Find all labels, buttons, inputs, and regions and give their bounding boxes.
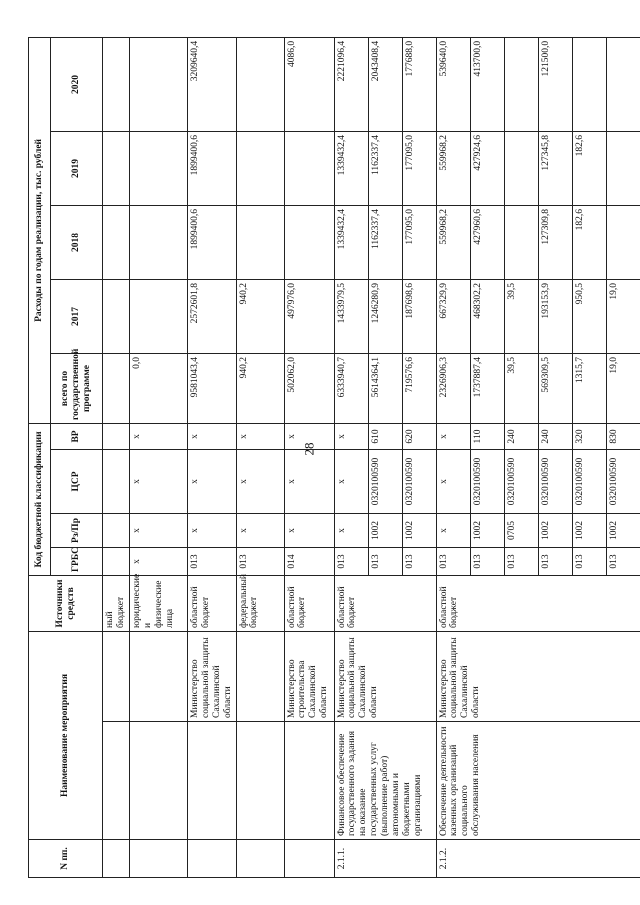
row-responsible: Министерство строительства Сахалинской области <box>284 631 334 721</box>
budget-table-container <box>28 40 619 878</box>
row-2020: 4086,0 <box>284 37 334 131</box>
row-total: 0,0 <box>129 353 187 423</box>
row-2020: 539640,0 <box>436 37 470 131</box>
row-name <box>129 722 187 840</box>
row-rzpr: 0705 <box>504 513 538 547</box>
row-2019 <box>606 131 640 205</box>
row-vr: x <box>284 423 334 449</box>
header-2017: 2017 <box>51 279 103 353</box>
row-vr: 240 <box>538 423 572 449</box>
row-grbs: 013 <box>368 547 402 575</box>
row-csr: 0320100590 <box>572 449 606 513</box>
header-source: Источники средств <box>29 575 103 631</box>
row-rzpr: 1002 <box>572 513 606 547</box>
row-responsible: Министерство социальной защиты Сахалинской области <box>334 631 436 721</box>
row-2018: 127309,8 <box>538 205 572 279</box>
row-responsible: Министерство социальной защиты Сахалинской области <box>187 631 236 721</box>
row-responsible <box>103 631 130 721</box>
row-2019: 427924,6 <box>470 131 504 205</box>
row-num: 2.1.1. <box>334 840 436 878</box>
row-rzpr: 1002 <box>606 513 640 547</box>
row-csr: x <box>436 449 470 513</box>
row-total: 1315,7 <box>572 353 606 423</box>
row-2020 <box>606 37 640 131</box>
row-rzpr: 1002 <box>402 513 436 547</box>
row-grbs: 013 <box>606 547 640 575</box>
table-row <box>236 37 284 877</box>
row-responsible: Министерство социальной защиты Сахалинской области <box>436 631 640 721</box>
row-rzpr: 1002 <box>538 513 572 547</box>
row-total: 502062,0 <box>284 353 334 423</box>
row-csr: 0320100590 <box>402 449 436 513</box>
row-2020 <box>103 37 130 131</box>
row-rzpr: x <box>334 513 368 547</box>
row-name <box>236 722 284 840</box>
row-2017: 497976,0 <box>284 279 334 353</box>
row-rzpr: x <box>129 513 187 547</box>
table-row <box>334 37 368 877</box>
row-2019: 1339432,4 <box>334 131 368 205</box>
row-total: 6333940,7 <box>334 353 368 423</box>
row-csr: x <box>236 449 284 513</box>
row-2020: 2043408,4 <box>368 37 402 131</box>
row-csr: 0320100590 <box>606 449 640 513</box>
budget-table <box>28 37 640 878</box>
row-vr: 620 <box>402 423 436 449</box>
row-csr: x <box>187 449 236 513</box>
row-2017: 187698,6 <box>402 279 436 353</box>
table-row <box>436 37 470 877</box>
row-source: областной бюджет <box>436 575 640 631</box>
row-grbs: 013 <box>187 547 236 575</box>
row-2020 <box>504 37 538 131</box>
row-source: ный бюджет <box>103 575 130 631</box>
row-vr: x <box>129 423 187 449</box>
row-2020: 3209640,4 <box>187 37 236 131</box>
row-2017: 1246280,9 <box>368 279 402 353</box>
row-2017: 940,2 <box>236 279 284 353</box>
header-num: N пп. <box>29 840 103 878</box>
row-vr: 240 <box>504 423 538 449</box>
row-vr: 830 <box>606 423 640 449</box>
row-2017: 950,5 <box>572 279 606 353</box>
row-csr: 0320100590 <box>538 449 572 513</box>
row-grbs: 013 <box>504 547 538 575</box>
row-2018: 1339432,4 <box>334 205 368 279</box>
row-2017: 39,5 <box>504 279 538 353</box>
row-total: 5614364,1 <box>368 353 402 423</box>
row-csr: 0320100590 <box>368 449 402 513</box>
row-csr: x <box>129 449 187 513</box>
row-grbs: 013 <box>538 547 572 575</box>
row-total: 19,0 <box>606 353 640 423</box>
row-vr: 320 <box>572 423 606 449</box>
row-2017: 468302,2 <box>470 279 504 353</box>
row-grbs: 013 <box>402 547 436 575</box>
row-total: 719576,6 <box>402 353 436 423</box>
page-number: 28 <box>301 442 317 456</box>
row-name <box>103 722 130 840</box>
header-rzpr: Рз/Пр <box>51 513 103 547</box>
row-2019: 127345,8 <box>538 131 572 205</box>
row-csr: x <box>334 449 368 513</box>
table-row <box>284 37 334 877</box>
row-2019: 559968,2 <box>436 131 470 205</box>
row-2019 <box>284 131 334 205</box>
row-source: федеральный бюджет <box>236 575 284 631</box>
row-total: 2326906,3 <box>436 353 470 423</box>
row-grbs: 013 <box>236 547 284 575</box>
row-2019: 182,6 <box>572 131 606 205</box>
row-csr: x <box>284 449 334 513</box>
row-2017 <box>129 279 187 353</box>
row-rzpr: x <box>187 513 236 547</box>
row-grbs: 013 <box>572 547 606 575</box>
row-grbs: 013 <box>436 547 470 575</box>
row-rzpr: x <box>436 513 470 547</box>
row-2019 <box>236 131 284 205</box>
row-2018: 427960,6 <box>470 205 504 279</box>
row-vr <box>103 423 130 449</box>
row-grbs: 013 <box>334 547 368 575</box>
table-row <box>103 37 130 877</box>
row-grbs: x <box>129 547 187 575</box>
row-2020: 413700,0 <box>470 37 504 131</box>
row-total: 1737887,4 <box>470 353 504 423</box>
row-2017: 1433979,5 <box>334 279 368 353</box>
row-2018 <box>129 205 187 279</box>
row-2019: 177095,0 <box>402 131 436 205</box>
row-source: юридические и физические лица <box>129 575 187 631</box>
row-total <box>103 353 130 423</box>
row-vr: 610 <box>368 423 402 449</box>
row-num <box>103 840 130 878</box>
row-source: областной бюджет <box>284 575 334 631</box>
row-2019 <box>504 131 538 205</box>
row-num <box>284 840 334 878</box>
row-responsible <box>129 631 187 721</box>
row-csr: 0320100590 <box>470 449 504 513</box>
header-expenses-group: Расходы по годам реализации, тыс. рублей <box>29 37 51 423</box>
row-2017: 667329,9 <box>436 279 470 353</box>
row-2018: 1899400,6 <box>187 205 236 279</box>
row-2019 <box>103 131 130 205</box>
row-2017: 193153,9 <box>538 279 572 353</box>
row-2020: 177688,0 <box>402 37 436 131</box>
row-2018 <box>236 205 284 279</box>
row-num <box>236 840 284 878</box>
row-rzpr: x <box>284 513 334 547</box>
row-csr <box>103 449 130 513</box>
table-row <box>129 37 187 877</box>
header-total: всего по государственной программе <box>51 353 103 423</box>
row-total: 9581043,4 <box>187 353 236 423</box>
row-2019: 1162337,4 <box>368 131 402 205</box>
header-grbs: ГРБС <box>51 547 103 575</box>
row-name <box>284 722 334 840</box>
header-vr: ВР <box>51 423 103 449</box>
row-rzpr <box>103 513 130 547</box>
row-2017 <box>103 279 130 353</box>
row-2018: 1162337,4 <box>368 205 402 279</box>
row-2018 <box>504 205 538 279</box>
row-2020: 121500,0 <box>538 37 572 131</box>
row-2018 <box>103 205 130 279</box>
row-vr: x <box>187 423 236 449</box>
row-vr: 110 <box>470 423 504 449</box>
row-source: областной бюджет <box>334 575 436 631</box>
row-total: 940,2 <box>236 353 284 423</box>
row-grbs: 013 <box>470 547 504 575</box>
row-total: 39,5 <box>504 353 538 423</box>
header-code-group: Код бюджетной классификации <box>29 423 51 575</box>
row-rzpr: 1002 <box>368 513 402 547</box>
row-2020 <box>236 37 284 131</box>
header-2019: 2019 <box>51 131 103 205</box>
row-responsible <box>236 631 284 721</box>
row-2020: 2221096,4 <box>334 37 368 131</box>
row-name <box>187 722 236 840</box>
row-csr: 0320100590 <box>504 449 538 513</box>
header-csr: ЦСР <box>51 449 103 513</box>
row-name: Финансовое обеспечение государственного задания на оказание государственных услуг (выполнение работ) автономными и бюджетными организациями <box>334 722 436 840</box>
row-2020 <box>129 37 187 131</box>
header-name: Наименование мероприятия <box>29 631 103 839</box>
row-rzpr: 1002 <box>470 513 504 547</box>
row-num: 2.1.2. <box>436 840 640 878</box>
row-2019 <box>129 131 187 205</box>
row-grbs <box>103 547 130 575</box>
header-2020: 2020 <box>51 37 103 131</box>
row-2018 <box>606 205 640 279</box>
row-2018: 177095,0 <box>402 205 436 279</box>
row-2020 <box>572 37 606 131</box>
row-grbs: 014 <box>284 547 334 575</box>
row-rzpr: x <box>236 513 284 547</box>
row-vr: x <box>236 423 284 449</box>
row-2018: 182,6 <box>572 205 606 279</box>
row-2017: 19,0 <box>606 279 640 353</box>
row-vr: x <box>436 423 470 449</box>
row-2018: 559968,2 <box>436 205 470 279</box>
row-vr: x <box>334 423 368 449</box>
row-2019: 1899400,6 <box>187 131 236 205</box>
row-2018 <box>284 205 334 279</box>
row-name: Обеспечение деятельности казенных организаций социального обслуживания населения <box>436 722 640 840</box>
table-row <box>187 37 236 877</box>
row-num <box>187 840 236 878</box>
header-2018: 2018 <box>51 205 103 279</box>
row-num <box>129 840 187 878</box>
row-source: областной бюджет <box>187 575 236 631</box>
row-2017: 2572601,8 <box>187 279 236 353</box>
row-total: 569309,5 <box>538 353 572 423</box>
